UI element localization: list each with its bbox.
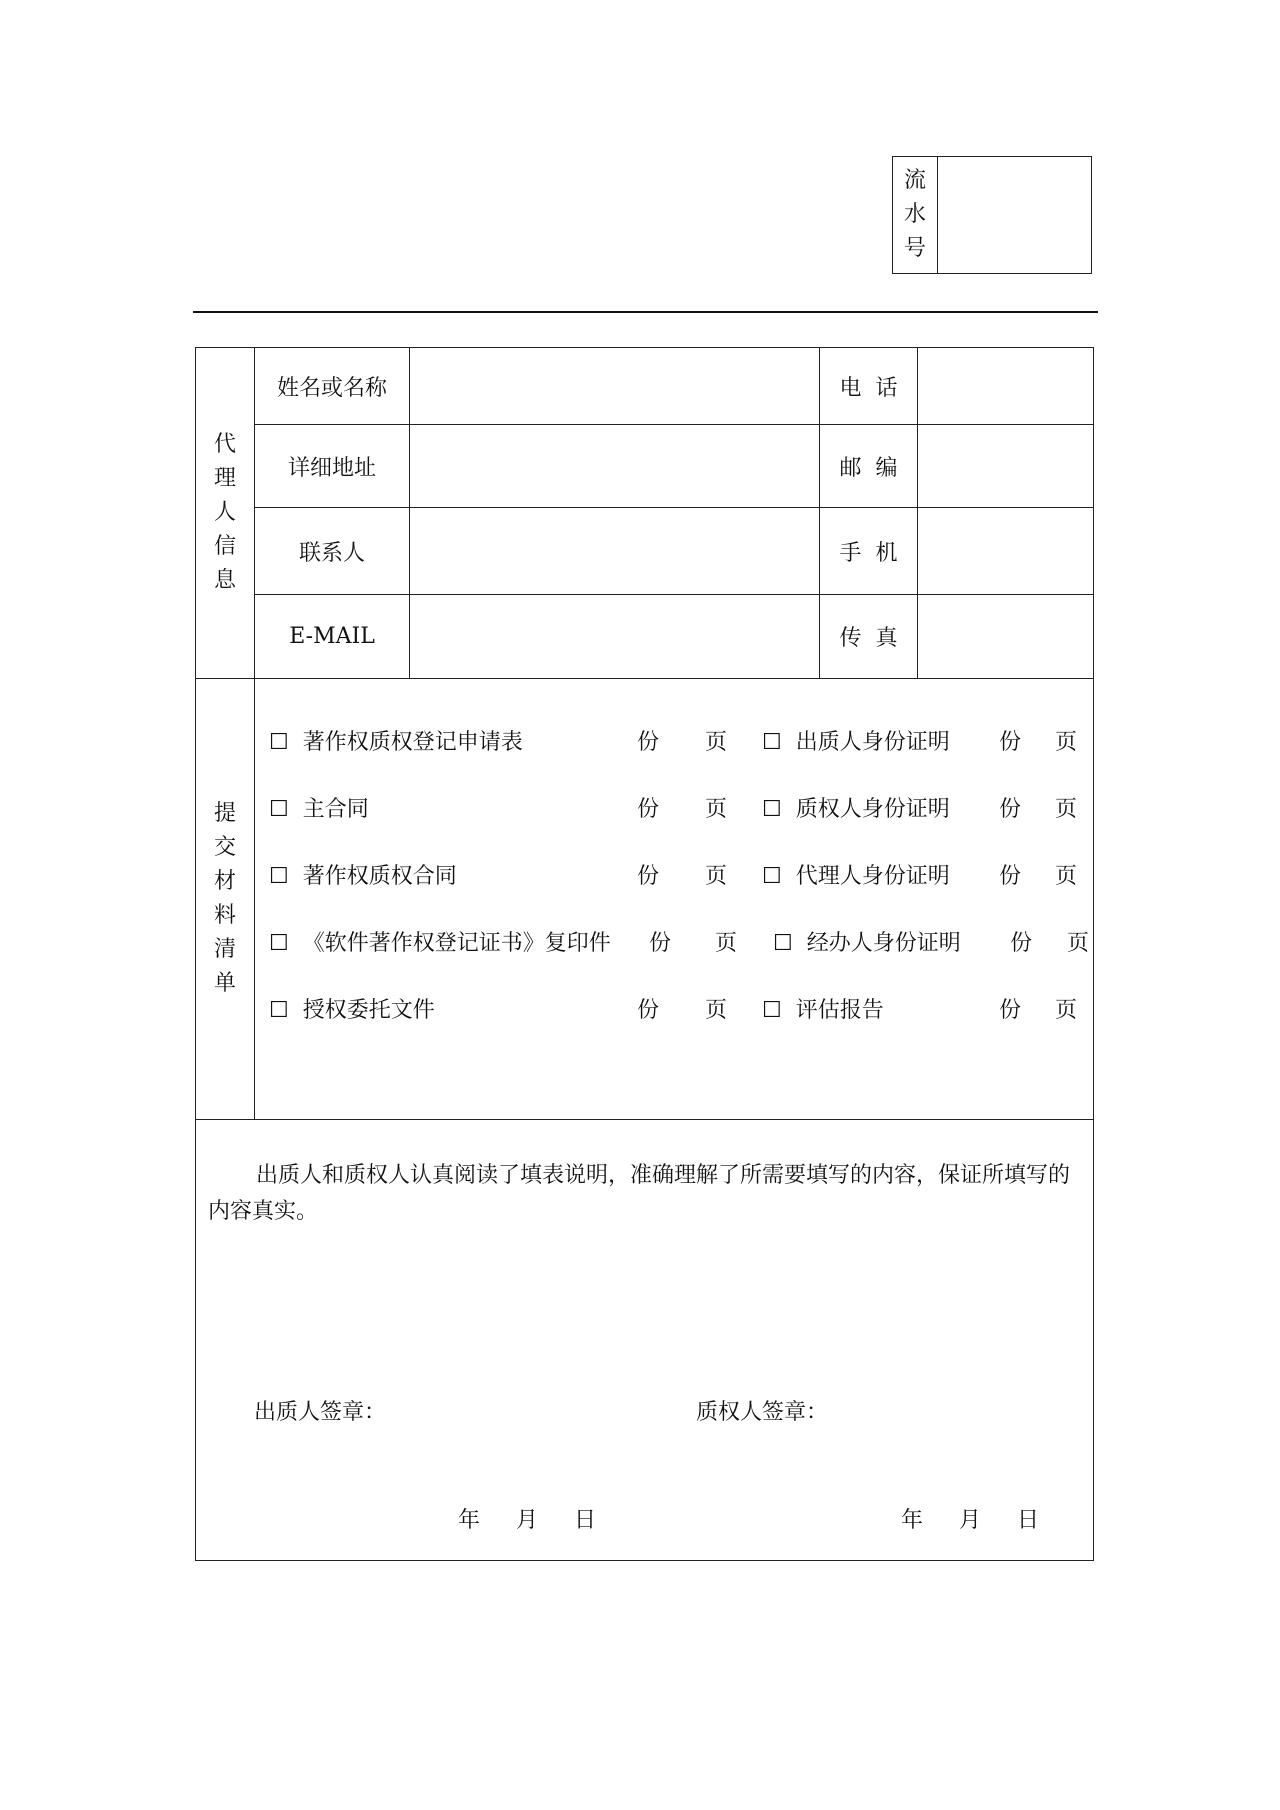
- mobile-label: 手机: [820, 508, 918, 595]
- pages-unit: 页: [705, 998, 728, 1023]
- section-label-char: 单: [213, 971, 236, 996]
- checkbox[interactable]: ☐: [762, 730, 782, 755]
- declaration-cell: [196, 1120, 1094, 1561]
- agent-row-name: [196, 348, 1094, 425]
- checkbox[interactable]: ☐: [269, 797, 289, 822]
- pages-unit: 页: [1067, 931, 1090, 956]
- pledgee-signature-label: 质权人签章：: [696, 1400, 829, 1425]
- name-field[interactable]: [410, 348, 820, 425]
- material-item-left: [269, 993, 435, 1024]
- declaration-section: [196, 1120, 1094, 1561]
- checkbox[interactable]: ☐: [773, 931, 793, 956]
- material-item-right: [762, 993, 884, 1024]
- form-table: [195, 347, 1094, 1561]
- pledgor-signature-label: 出质人签章：: [254, 1400, 387, 1425]
- serial-label-char: 水: [903, 202, 926, 227]
- pledgor-date: [458, 1503, 632, 1534]
- copies-unit: 份: [999, 864, 1022, 889]
- date-year: 年: [901, 1508, 924, 1533]
- materials-list: [255, 679, 1094, 1120]
- material-item-left: [269, 859, 457, 890]
- material-item-left: [269, 792, 369, 823]
- agent-row-contact: [196, 508, 1094, 595]
- copies-unit: 份: [649, 931, 672, 956]
- checkbox[interactable]: ☐: [269, 730, 289, 755]
- contact-field[interactable]: [410, 508, 820, 595]
- material-row: [255, 993, 1095, 1033]
- copies-unit: 份: [637, 998, 660, 1023]
- fax-label: 传真: [820, 595, 918, 679]
- serial-number-box: [892, 156, 1092, 274]
- copies-unit: 份: [999, 730, 1022, 755]
- serial-number-field[interactable]: [938, 157, 1091, 273]
- materials-section: [196, 679, 1094, 1120]
- phone-label: 电话: [820, 348, 918, 425]
- name-label: 姓名或名称: [255, 348, 410, 425]
- section-label-char: 清: [213, 937, 236, 962]
- agent-row-email: [196, 595, 1094, 679]
- material-label: 出质人身份证明: [795, 730, 950, 755]
- address-label: 详细地址: [255, 425, 410, 508]
- fax-field[interactable]: [918, 595, 1094, 679]
- section-label-char: 信: [213, 534, 236, 559]
- contact-label: 联系人: [255, 508, 410, 595]
- material-row: [255, 859, 1095, 899]
- address-field[interactable]: [410, 425, 820, 508]
- material-row: [255, 725, 1095, 765]
- agent-row-address: [196, 425, 1094, 508]
- material-label: 著作权质权登记申请表: [302, 730, 523, 755]
- copies-unit: 份: [1010, 931, 1033, 956]
- pages-unit: 页: [1055, 998, 1078, 1023]
- material-item-right: [762, 859, 950, 890]
- date-day: 日: [1017, 1508, 1040, 1533]
- material-item-right: [762, 725, 950, 756]
- material-item-right: [762, 792, 950, 823]
- date-day: 日: [574, 1508, 597, 1533]
- materials-section-label: [196, 679, 255, 1120]
- header-divider: [193, 311, 1098, 313]
- checkbox[interactable]: ☐: [269, 864, 289, 889]
- mobile-field[interactable]: [918, 508, 1094, 595]
- material-row: [255, 792, 1095, 832]
- material-label: 经办人身份证明: [806, 931, 961, 956]
- serial-number-label: [893, 157, 938, 273]
- copies-unit: 份: [999, 998, 1022, 1023]
- section-label-char: 交: [213, 835, 236, 860]
- section-label-char: 材: [213, 869, 236, 894]
- materials-list-body: [255, 679, 1093, 1119]
- pages-unit: 页: [1055, 797, 1078, 822]
- pages-unit: 页: [1055, 864, 1078, 889]
- postcode-label: 邮编: [820, 425, 918, 508]
- email-field[interactable]: [410, 595, 820, 679]
- pages-unit: 页: [715, 931, 738, 956]
- pledgee-date: [901, 1503, 1075, 1534]
- pages-unit: 页: [1055, 730, 1078, 755]
- checkbox[interactable]: ☐: [762, 797, 782, 822]
- agent-info-section-label: [196, 348, 255, 679]
- date-month: 月: [516, 1508, 539, 1533]
- serial-label-char: 号: [903, 236, 926, 261]
- material-label: 主合同: [302, 797, 369, 822]
- copies-unit: 份: [637, 864, 660, 889]
- checkbox[interactable]: ☐: [269, 931, 289, 956]
- declaration-body: [196, 1120, 1093, 1560]
- section-label-char: 息: [213, 568, 236, 593]
- material-label: 代理人身份证明: [795, 864, 950, 889]
- section-label-char: 代: [213, 432, 236, 457]
- material-label: 著作权质权合同: [302, 864, 457, 889]
- checkbox[interactable]: ☐: [269, 998, 289, 1023]
- material-item-left: [269, 725, 523, 756]
- application-form: [195, 347, 1093, 1561]
- email-label: E-MAIL: [255, 595, 410, 679]
- copies-unit: 份: [637, 730, 660, 755]
- material-label: 《软件著作权登记证书》复印件: [302, 931, 611, 956]
- phone-field[interactable]: [918, 348, 1094, 425]
- serial-label-char: 流: [903, 168, 926, 193]
- copies-unit: 份: [999, 797, 1022, 822]
- material-row: [255, 926, 1095, 966]
- copies-unit: 份: [637, 797, 660, 822]
- section-label-char: 料: [213, 903, 236, 928]
- material-label: 评估报告: [795, 998, 884, 1023]
- date-month: 月: [959, 1508, 982, 1533]
- pages-unit: 页: [705, 864, 728, 889]
- declaration-text: 出质人和质权人认真阅读了填表说明，准确理解了所需要填写的内容，保证所填写的内容真实。: [208, 1163, 1071, 1224]
- checkbox[interactable]: ☐: [762, 864, 782, 889]
- date-year: 年: [458, 1508, 481, 1533]
- material-label: 质权人身份证明: [795, 797, 950, 822]
- section-label-char: 提: [213, 801, 236, 826]
- postcode-field[interactable]: [918, 425, 1094, 508]
- material-item-right: [773, 926, 961, 957]
- material-item-left: [269, 926, 611, 957]
- checkbox[interactable]: ☐: [762, 998, 782, 1023]
- material-label: 授权委托文件: [302, 998, 435, 1023]
- pages-unit: 页: [705, 730, 728, 755]
- section-label-char: 人: [213, 500, 236, 525]
- pages-unit: 页: [705, 797, 728, 822]
- section-label-char: 理: [213, 466, 236, 491]
